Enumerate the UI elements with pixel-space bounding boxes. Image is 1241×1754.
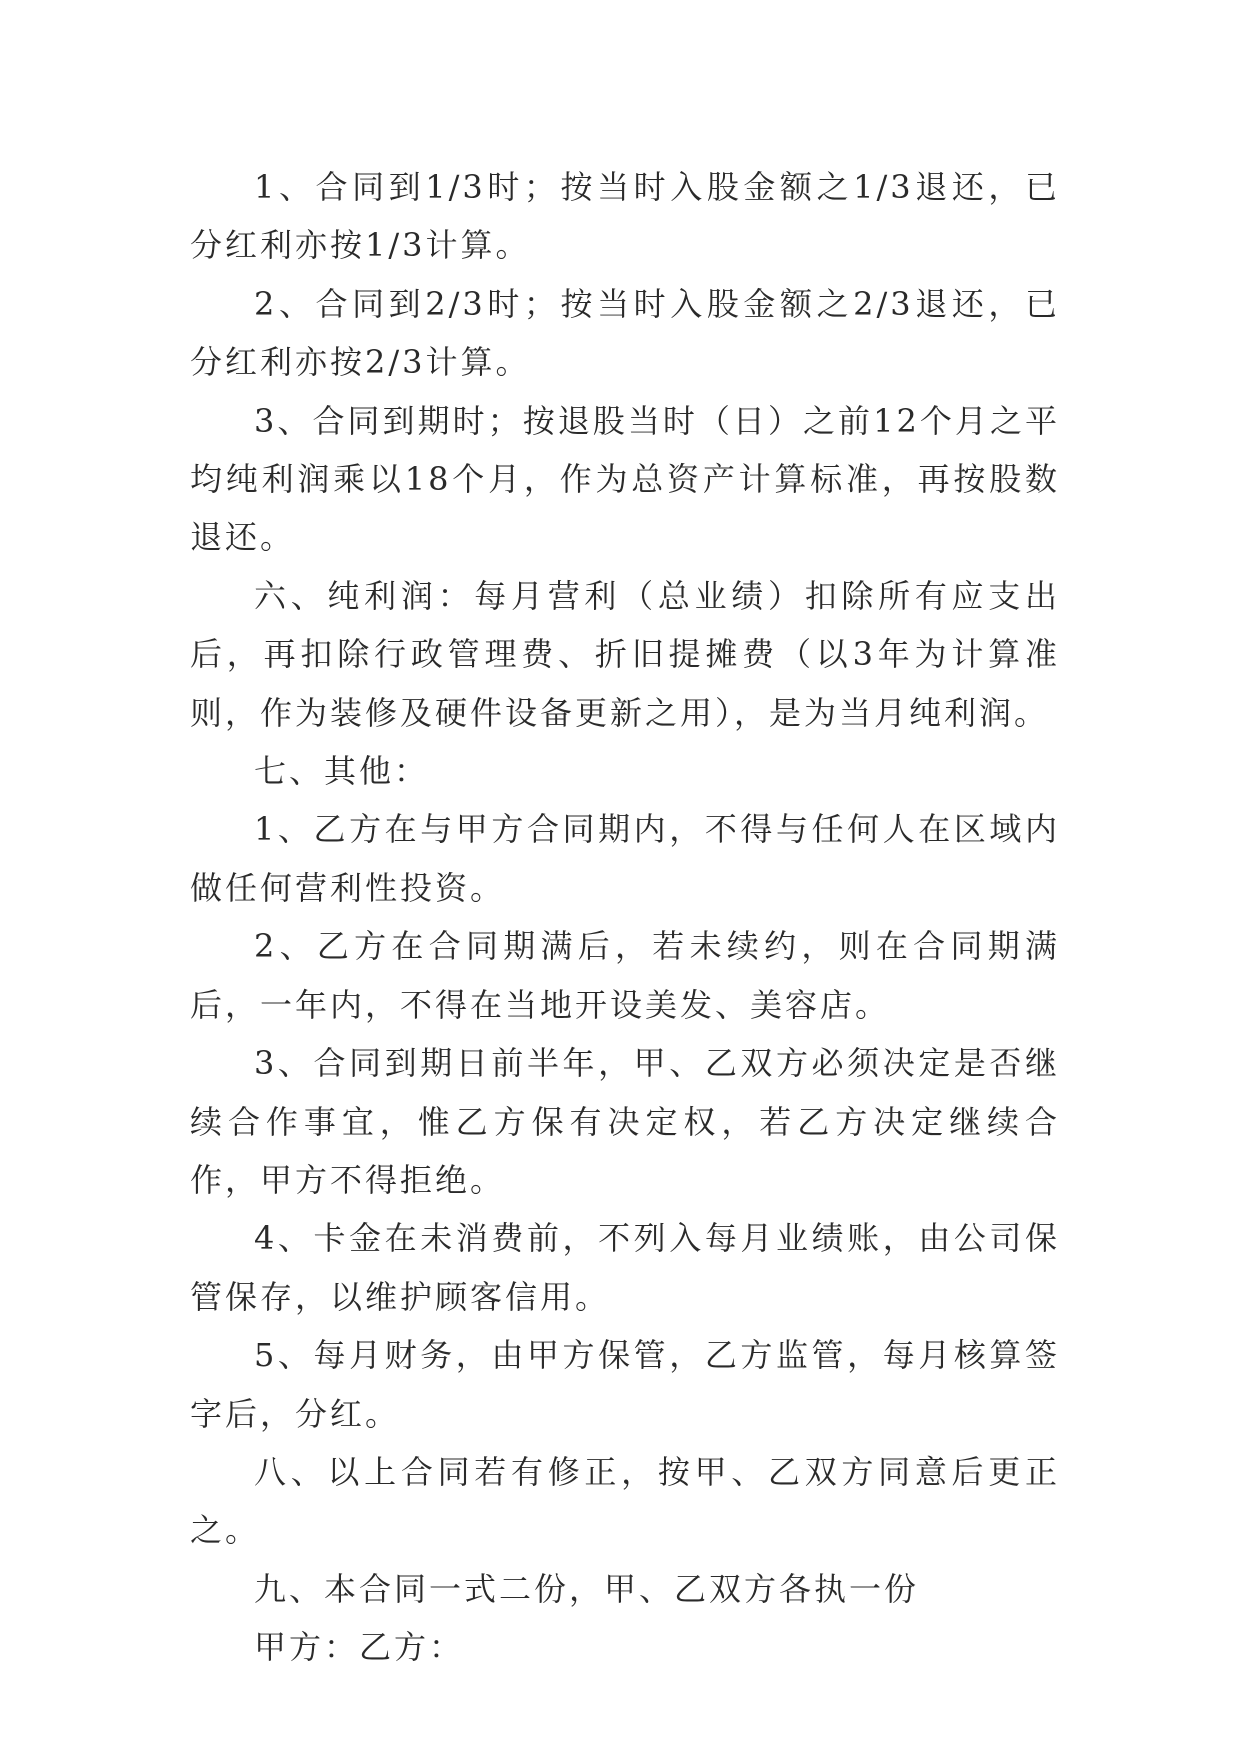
clause-refund-one-third: 1、合同到1/3时；按当时入股金额之1/3退还，已分红利亦按1/3计算。 <box>190 168 1060 265</box>
other-item-2: 2、乙方在合同期满后，若未续约，则在合同期满后，一年内，不得在当地开设美发、美容店。 <box>190 927 1060 1024</box>
section-net-profit: 六、纯利润：每月营利（总业绩）扣除所有应支出后，再扣除行政管理费、折旧提摊费（以3年为计算准则，作为装修及硬件设备更新之用），是为当月纯利润。 <box>190 576 1060 732</box>
contract-body <box>190 158 1060 1677</box>
section-amendment: 八、以上合同若有修正，按甲、乙双方同意后更正之。 <box>190 1452 1060 1550</box>
clause-refund-at-expiry: 3、合同到期时；按退股当时（日）之前12个月之平均纯利润乘以18个月，作为总资产计算标准，再按股数退还。 <box>190 401 1060 557</box>
other-item-3: 3、合同到期日前半年，甲、乙双方必须决定是否继续合作事宜，惟乙方保有决定权，若乙方决定继续合作，甲方不得拒绝。 <box>190 1044 1060 1199</box>
other-item-1: 1、乙方在与甲方合同期内，不得与任何人在区域内做任何营利性投资。 <box>190 810 1060 907</box>
section-copies: 九、本合同一式二份，甲、乙双方各执一份 <box>254 1569 920 1608</box>
clause-refund-two-thirds: 2、合同到2/3时；按当时入股金额之2/3退还，已分红利亦按2/3计算。 <box>190 284 1060 382</box>
other-item-4: 4、卡金在未消费前，不列入每月业绩账，由公司保管保存，以维护顾客信用。 <box>190 1219 1060 1316</box>
other-item-5: 5、每月财务，由甲方保管，乙方监管，每月核算签字后，分红。 <box>190 1336 1060 1433</box>
signature-line: 甲方：乙方： <box>254 1628 465 1667</box>
section-other-heading: 七、其他： <box>254 752 430 791</box>
